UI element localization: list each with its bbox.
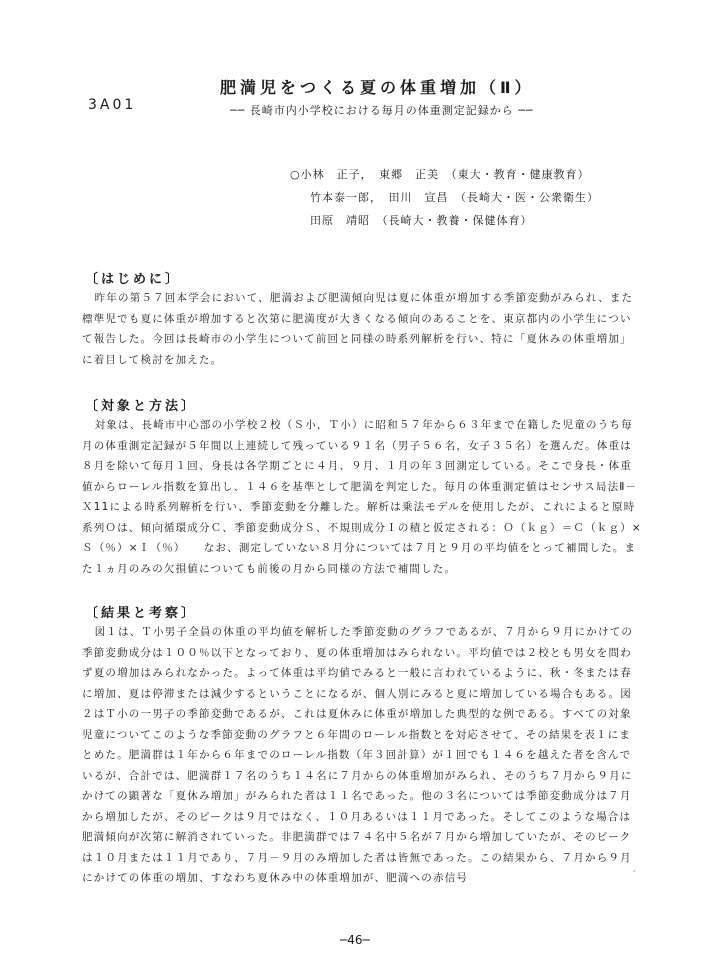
author-line: ○小林 正子， 東郷 正美 （東大・教育・健康教育）	[290, 168, 590, 181]
edge-mark: ‹	[633, 868, 636, 875]
paper-subtitle: ── 長崎市内小学校における毎月の体重測定記録から ──	[230, 104, 534, 117]
author-line: 田原 靖昭 （長崎大・教養・保健体育）	[310, 214, 533, 227]
paragraph: 対象は、長崎市中心部の小学校２校（Ｓ小，Ｔ小）に昭和５７年から６３年まで在籍した児童のうち毎月の体重測定記録が５年間以上連続して残っている９１名（男子５６名，女子３５名）を選んだ。体重は８月を除いて毎月１回、身長は各学期ごとに４月、９月、１月の年３回測定している。そこで身長・体重値からローレル指数を算出し、１４６を基準として肥満を判定した。毎月の体重測定値はセンサス局法Ⅱ－Ｘ11による時系列解析を行い、季節変動を分離した。解析は乗法モデルを使用したが、これによると原時系列Ｏは、傾向循環成分Ｃ、季節変動成分Ｓ、不規則成分Ｉの積と仮定される：Ｏ（ｋｇ）＝Ｃ（ｋｇ）×Ｓ（％）×Ｉ（％） なお、測定していない８月分については７月と９月の平均値をとって補間した。また１ヵ月のみの欠損値についても前後の月から同様の方法で補間した。	[82, 419, 642, 575]
paragraph: 昨年の第５７回本学会において、肥満および肥満傾向児は夏に体重が増加する季節変動がみられ、また標準児でも夏に体重が増加すると次第に肥満度が大きくなる傾向のあることを、東京都内の小学生について報告した。今回は長崎市の小学生について前回と同様の時系列解析を行い、特に「夏休みの体重増加」に着目して検討を加えた。	[82, 292, 634, 366]
section-heading-results: 〔結果と考察〕	[85, 606, 198, 621]
section-heading-methods: 〔対象と方法〕	[85, 399, 198, 414]
page-number: ─46─	[340, 933, 370, 947]
paragraph: 図１は、Ｔ小男子全員の体重の平均値を解析した季節変動のグラフであるが、７月から９月にかけての季節変動成分は１００％以下となっており、夏の体重増加はみられない。平均値では２校とも男女を問わず夏の増加はみられなかった。よって体重は平均値でみると一般に言われているように、秋・冬または春に増加、夏は停滞または減少するということになるが、個人別にみると夏に増加している場合もある。図２はＴ小の一男子の季節変動であるが、これは夏休みに体重が増加した典型的な例である。すべての対象児童についてこのような季節変動のグラフと６年間のローレル指数とを対応させて、その結果を表１にまとめた。肥満群は１年から６年までのローレル指数（年３回計算）が１回でも１４６を越えた者を含んでいるが、合計では、肥満群１７名のうち１４名に７月からの体重増加がみられ、そのうち７月から９月にかけての顕著な「夏休み増加」がみられた者は１１名であった。他の３名については季節変動成分は７月から増加したが、そのピークは９月ではなく、１０月あるいは１１月であった。そしてこのような場合は肥満傾向が次第に解消されていった。非肥満群では７４名中５名が７月から増加していたが、そのピークは１０月または１１月であり、７月－９月のみ増加した者は皆無であった。この結果から、７月から９月にかけての体重の増加、すなわち夏休み中の体重増加が、肥満への赤信号	[82, 626, 634, 884]
paper-title: 肥満児をつくる夏の体重増加（Ⅱ）	[220, 78, 535, 97]
section-heading-introduction: 〔はじめに〕	[85, 272, 182, 287]
section-body-introduction	[82, 288, 642, 370]
author-line: 竹本泰一郎， 田川 宣昌 （長崎大・医・公衆衛生）	[310, 191, 599, 204]
section-body-methods	[82, 415, 642, 579]
section-body-results	[82, 622, 642, 889]
abstract-code: 3A01	[88, 97, 137, 113]
